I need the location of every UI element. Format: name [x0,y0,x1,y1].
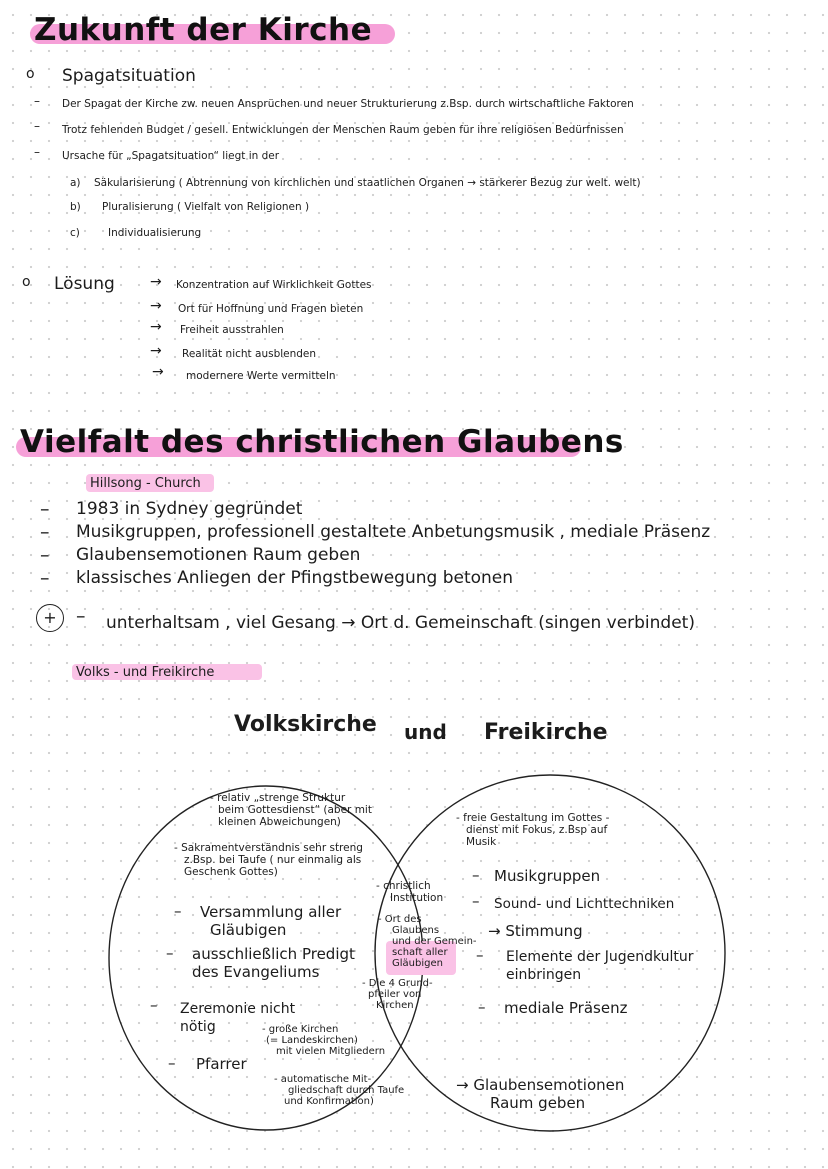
venn-left-preaching [192,945,355,981]
venn-line: Geschenk Gottes) [184,866,278,878]
plus-symbol: + [43,608,57,627]
dash: – [76,605,86,627]
spagat-line-1: Der Spagat der Kirche zw. neuen Ansprüchen und neuer Strukturierung z.Bsp. durch wirtschaftliche Faktoren [62,98,634,110]
arrow-icon: → [152,364,164,380]
venn-line: - Sakramentverständnis sehr streng [174,842,363,854]
venn-mid-pillars [362,978,433,1011]
venn-right-youth [506,948,694,984]
dash: – [40,567,50,589]
dash: – [34,94,40,108]
venn-line: Glaubens [392,925,440,936]
venn-line: - relativ „strenge Struktur [210,792,346,804]
venn-right-mood: → Stimmung [488,922,583,940]
hillsong-item-4: klassisches Anliegen der Pfingstbewegung betonen [76,568,514,588]
venn-title-mid: und [404,720,447,744]
subtitle-volks-frei: Volks - und Freikirche [76,665,215,680]
venn-line: Raum geben [490,1094,586,1112]
venn-line: nötig [180,1019,216,1035]
venn-right-media: mediale Präsenz [504,999,628,1017]
loesung-item-4: Realität nicht ausblenden [182,348,317,360]
venn-line: ausschließlich Predigt [192,945,355,963]
venn-line: dienst mit Fokus, z.Bsp auf [466,824,608,836]
venn-title-left: Volkskirche [234,712,377,737]
dash: – [476,946,484,964]
venn-mid-institution [376,880,443,904]
venn-line: Zeremonie nicht [180,1001,296,1017]
venn-line: Institution [390,892,444,904]
venn-line: (= Landeskirchen) [266,1035,358,1046]
venn-line: z.Bsp. bei Taufe ( nur einmalig als [184,854,362,866]
venn-right-emotions [456,1076,624,1112]
venn-line: - Die 4 Grund- [362,978,433,989]
venn-line: - freie Gestaltung im Gottes - [456,812,610,824]
venn-line: Musik [466,836,497,848]
bullet-loesung: o [22,274,31,290]
subtitle-hillsong: Hillsong - Church [90,476,201,491]
venn-line: kleinen Abweichungen) [218,816,341,828]
venn-line: - automatische Mit- [274,1074,372,1085]
sub-text-c: Individualisierung [108,227,202,239]
venn-line: - große Kirchen [262,1024,339,1035]
heading-spagatsituation: Spagatsituation [62,66,196,86]
venn-left-strict [210,792,372,828]
bullet-spagat: o [26,66,35,82]
dash: – [166,944,174,962]
venn-left-big-churches [262,1024,385,1057]
venn-line: und Konfirmation) [284,1096,374,1107]
venn-line: Elemente der Jugendkultur [506,949,694,965]
venn-line: Versammlung aller [200,903,342,921]
venn-line: gliedschaft durch Taufe [288,1085,405,1096]
venn-mid-place [378,914,477,969]
venn-line: und der Gemein- [392,936,477,947]
dash: – [40,498,50,520]
venn-line: - Ort des [378,914,422,925]
dash: – [472,892,480,910]
dash: – [150,996,158,1014]
venn-right-sound-light: Sound- und Lichttechniken [494,896,675,912]
dash: – [168,1054,176,1072]
dash: – [478,998,486,1016]
loesung-item-5: modernere Werte vermitteln [186,370,336,382]
venn-line: Gläubigen [210,921,287,939]
venn-left-pastor: Pfarrer [196,1055,247,1073]
dash: – [34,145,40,159]
dash: – [472,866,480,884]
plus-circle-icon [36,604,64,632]
venn-line: - christlich [376,880,431,892]
venn-line: einbringen [506,967,582,983]
venn-left-assembly [200,903,341,939]
arrow-icon: → [150,343,162,359]
arrow-icon: → [150,319,162,335]
page-title-zukunft: Zukunft der Kirche [34,12,373,48]
venn-line: mit vielen Mitgliedern [276,1046,386,1057]
spagat-line-2: Trotz fehlenden Budget / gesell. Entwicklungen der Menschen Raum geben für ihre religiösen Bedürfnissen [62,124,624,136]
sub-label-c: c) [70,227,80,239]
heading-loesung: Lösung [54,274,115,294]
arrow-icon: → [150,274,162,290]
sub-text-b: Pluralisierung ( Vielfalt von Religionen ) [102,201,310,213]
loesung-item-2: Ort für Hoffnung und Fragen bieten [178,303,364,315]
loesung-item-3: Freiheit ausstrahlen [180,324,284,336]
hillsong-item-1: 1983 in Sydney gegründet [76,499,303,519]
dash: – [40,544,50,566]
spagat-line-3: Ursache für „Spagatsituation“ liegt in der [62,150,280,162]
hillsong-item-3: Glaubensemotionen Raum geben [76,545,361,565]
venn-line: → Glaubensemotionen [456,1076,625,1094]
sub-text-a: Säkularisierung ( Abtrennung von kirchlichen und staatlichen Organen → stärkerer Bezug zur welt. welt) [94,177,641,189]
dash: – [174,902,182,920]
venn-left-auto-member [274,1074,404,1107]
dash: – [34,119,40,133]
page-title-vielfalt: Vielfalt des christlichen Glaubens [20,424,624,460]
venn-line: pfeiler von [368,989,422,1000]
venn-left-sacrament [174,842,363,878]
venn-title-right: Freikirche [484,720,608,745]
sub-label-b: b) [70,201,81,213]
dash: – [40,521,50,543]
venn-right-music-groups: Musikgruppen [494,867,601,885]
venn-right-free-design [456,812,609,848]
loesung-item-1: Konzentration auf Wirklichkeit Gottes [176,279,372,291]
venn-line: beim Gottesdienst“ (aber mit [218,804,372,816]
venn-line: schaft aller [392,947,448,958]
plus-text: unterhaltsam , viel Gesang → Ort d. Gemeinschaft (singen verbindet) [106,613,695,633]
venn-line: Kirchen [376,1000,414,1011]
hillsong-item-2: Musikgruppen, professionell gestaltete Anbetungsmusik , mediale Präsenz [76,522,711,542]
venn-line: Gläubigen [392,958,443,969]
sub-label-a: a) [70,177,81,189]
arrow-icon: → [150,298,162,314]
venn-line: des Evangeliums [192,963,320,981]
